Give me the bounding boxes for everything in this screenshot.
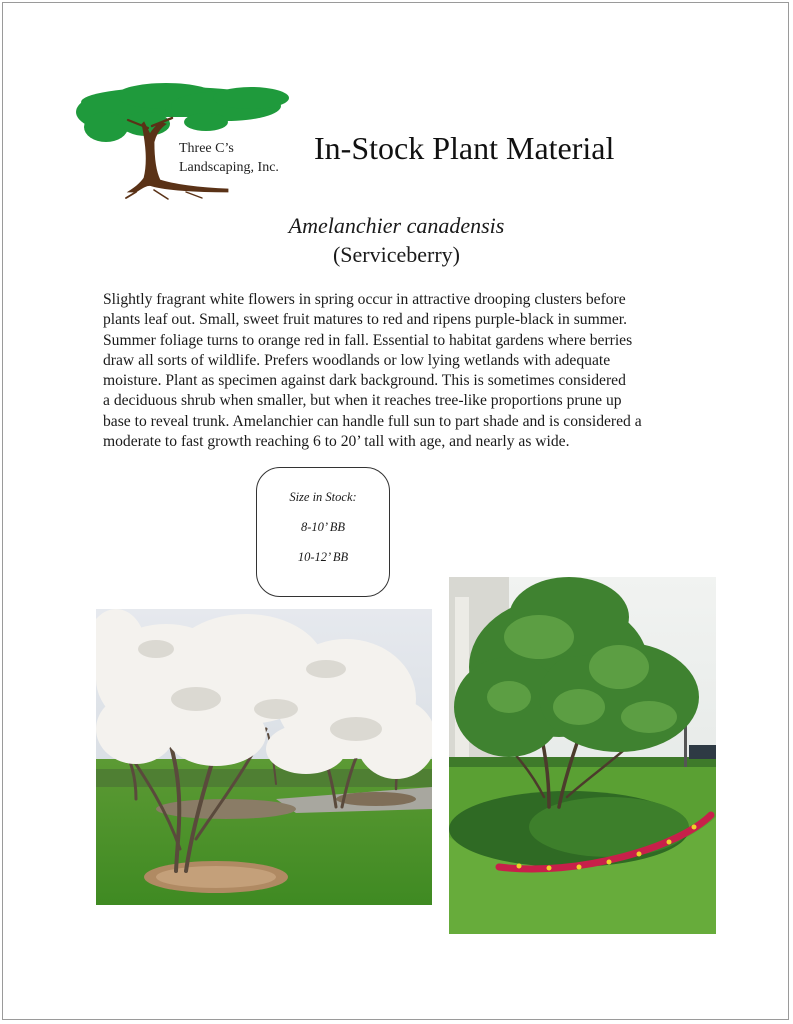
- photo-summer-shrub: [449, 577, 716, 934]
- company-logo: [76, 82, 306, 202]
- company-name: [179, 139, 279, 177]
- stock-size-item: 10-12’ BB: [297, 550, 349, 564]
- page-title: In-Stock Plant Material: [314, 130, 615, 166]
- photo-flowering-trees: [96, 609, 432, 905]
- description-line: a deciduous shrub when smaller, but when it reaches tree-like proportions prune up: [103, 392, 622, 410]
- description-line: draw all sorts of wildlife. Prefers woodlands or low lying wetlands with adequate: [103, 351, 611, 369]
- description-line: moderate to fast growth reaching 6 to 20’ tall with age, and nearly as wide.: [103, 433, 570, 451]
- stock-title: Size in Stock:: [289, 490, 357, 504]
- company-name-line2: Landscaping, Inc.: [179, 160, 279, 175]
- description-line: moisture. Plant as specimen against dark background. This is sometimes considered: [103, 372, 626, 390]
- stock-size-item: 8-10’ BB: [300, 520, 346, 534]
- plant-description: [103, 290, 693, 452]
- company-name-line1: Three C’s: [179, 141, 234, 156]
- description-line: plants leaf out. Small, sweet fruit matures to red and ripens purple-black in summer.: [103, 311, 627, 329]
- stock-sizes-box: [256, 467, 390, 597]
- scientific-name: Amelanchier canadensis: [288, 213, 505, 238]
- description-line: Summer foliage turns to orange red in fall. Essential to habitat gardens where berries: [103, 331, 633, 349]
- description-line: base to reveal trunk. Amelanchier can handle full sun to part shade and is considered a: [103, 412, 642, 430]
- description-line: Slightly fragrant white flowers in spring occur in attractive drooping clusters before: [103, 291, 626, 308]
- common-name: (Serviceberry): [332, 242, 461, 267]
